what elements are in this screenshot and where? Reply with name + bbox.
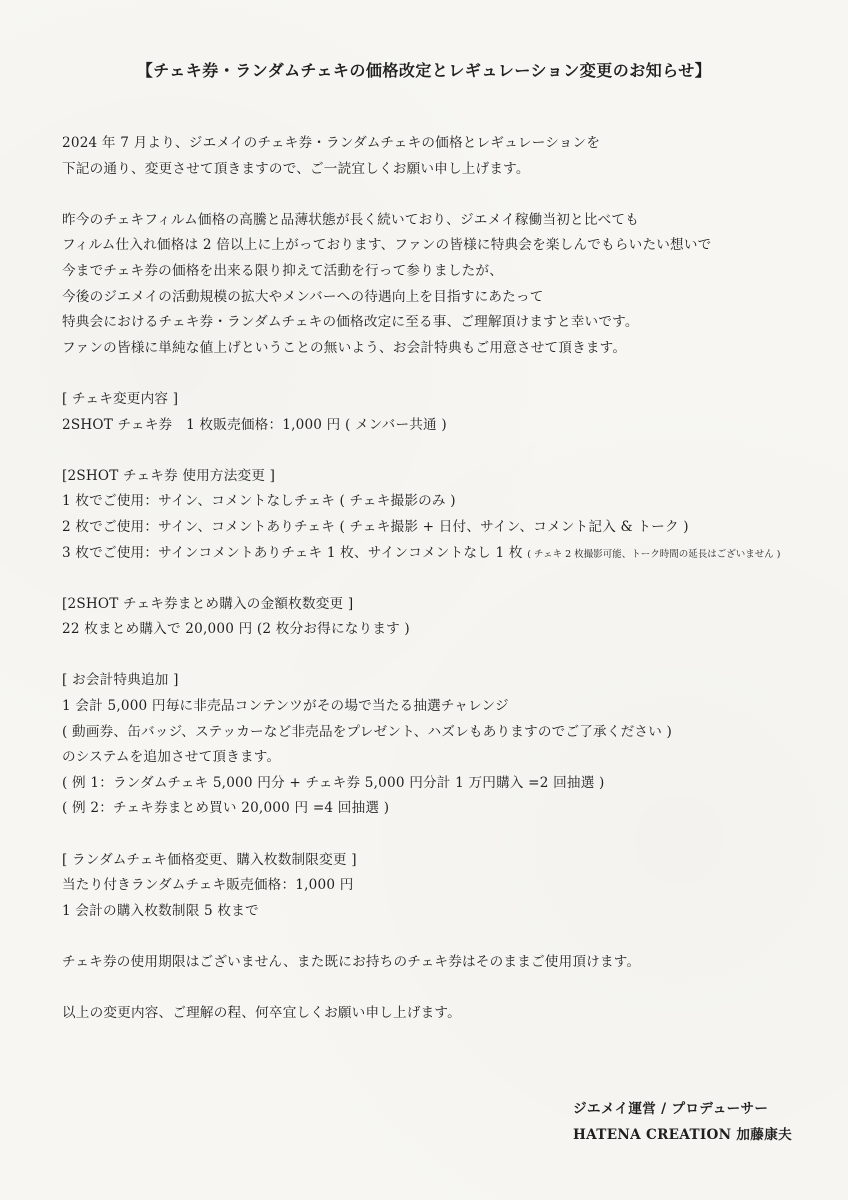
intro-line: 下記の通り、変更させて頂きますので、ご一読宜しくお願い申し上げます。 [62,160,530,177]
section-line: ( 動画券、缶バッジ、ステッカーなど非売品をプレゼント、ハズレもありますのでご了承ください ) [62,723,673,740]
paragraph-gap [62,566,802,592]
reason-line: フィルム仕入れ価格は 2 倍以上に上がっております、ファンの皆様に特典会を楽しんでもらいたい想いで [62,237,712,254]
section-heading: [ チェキ変更内容 ] [62,390,179,407]
section-line: 2SHOT チェキ券 1 枚販売価格：1,000 円 ( メンバー共通 ) [62,416,447,433]
paragraph-gap [62,361,802,387]
section-heading: [ ランダムチェキ価格変更、購入枚数制限変更 ] [62,851,357,868]
closing-line: 以上の変更内容、ご理解の程、何卒宜しくお願い申し上げます。 [62,1005,461,1022]
reason-line: 今後のジエメイの活動規模の拡大やメンバーへの待遇向上を目指すにあたって [62,288,544,305]
note-line: チェキ券の使用期限はございません、また既にお持ちのチェキ券はそのままご使用頂けます。 [62,954,641,970]
signature-line: ジエメイ運営 / プロデューサー [573,1101,769,1117]
section-heading: [ お会計特典追加 ] [62,672,179,689]
reason-line: 昨今のチェキフィルム価格の高騰と品薄状態が長く続いており、ジエメイ稼働当初と比べても [62,211,640,228]
paragraph-gap [62,643,802,669]
intro-line: 2024 年 7 月より、ジエメイのチェキ券・ランダムチェキの価格とレギュレーションを [62,135,601,151]
section-heading: [2SHOT チェキ券 使用方法変更 ] [62,467,276,484]
notice-body [62,131,802,1027]
section-line: ( 例 2：チェキ券まとめ買い 20,000 円 =4 回抽選 ) [62,800,390,817]
signature-line: HATENA CREATION 加藤康夫 [573,1126,792,1143]
paragraph-gap [62,822,802,848]
paragraph-gap [62,182,802,208]
notice-title: 【チェキ券・ランダムチェキの価格改定とレギュレーション変更のお知らせ】 [136,61,712,80]
section-line: 1 会計の購入枚数制限 5 枚まで [62,902,259,919]
section-line: 2 枚でご使用：サイン、コメントありチェキ ( チェキ撮影 + 日付、サイン、コメント記入 & トーク ) [62,518,689,535]
reason-line: ファンの皆様に単純な値上げということの無いよう、お会計特典もご用意させて頂きます。 [62,339,627,356]
section-line: 1 会計 5,000 円毎に非売品コンテンツがその場で当たる抽選チャレンジ [62,698,509,715]
reason-line: 今までチェキ券の価格を出来る限り抑えて活動を行って参りましたが、 [62,262,503,279]
signature-block [573,1097,792,1148]
paragraph-gap [62,924,802,950]
section-line: 当たり付きランダムチェキ販売価格：1,000 円 [62,877,354,894]
section-line: 22 枚まとめ購入で 20,000 円 (2 枚分お得になります ) [62,621,410,638]
reason-line: 特典会におけるチェキ券・ランダムチェキの価格改定に至る事、ご理解頂けますと幸いです。 [62,314,639,331]
section-line: 1 枚でご使用：サイン、コメントなしチェキ ( チェキ撮影のみ ) [62,493,456,510]
paragraph-gap [62,976,802,1002]
section-line [62,541,802,567]
paragraph-gap [62,438,802,464]
section-line-note: ( チェキ 2 枚撮影可能、トーク時間の延長はございません ) [527,548,781,560]
section-line: のシステムを追加させて頂きます。 [62,749,281,766]
section-heading: [2SHOT チェキ券まとめ購入の金額枚数変更 ] [62,595,354,612]
section-line: ( 例 1：ランダムチェキ 5,000 円分 + チェキ券 5,000 円分計 1 万円購入 =2 回抽選 ) [62,774,605,791]
section-line-main: 3 枚でご使用：サインコメントありチェキ 1 枚、サインコメントなし 1 枚 [62,544,523,561]
